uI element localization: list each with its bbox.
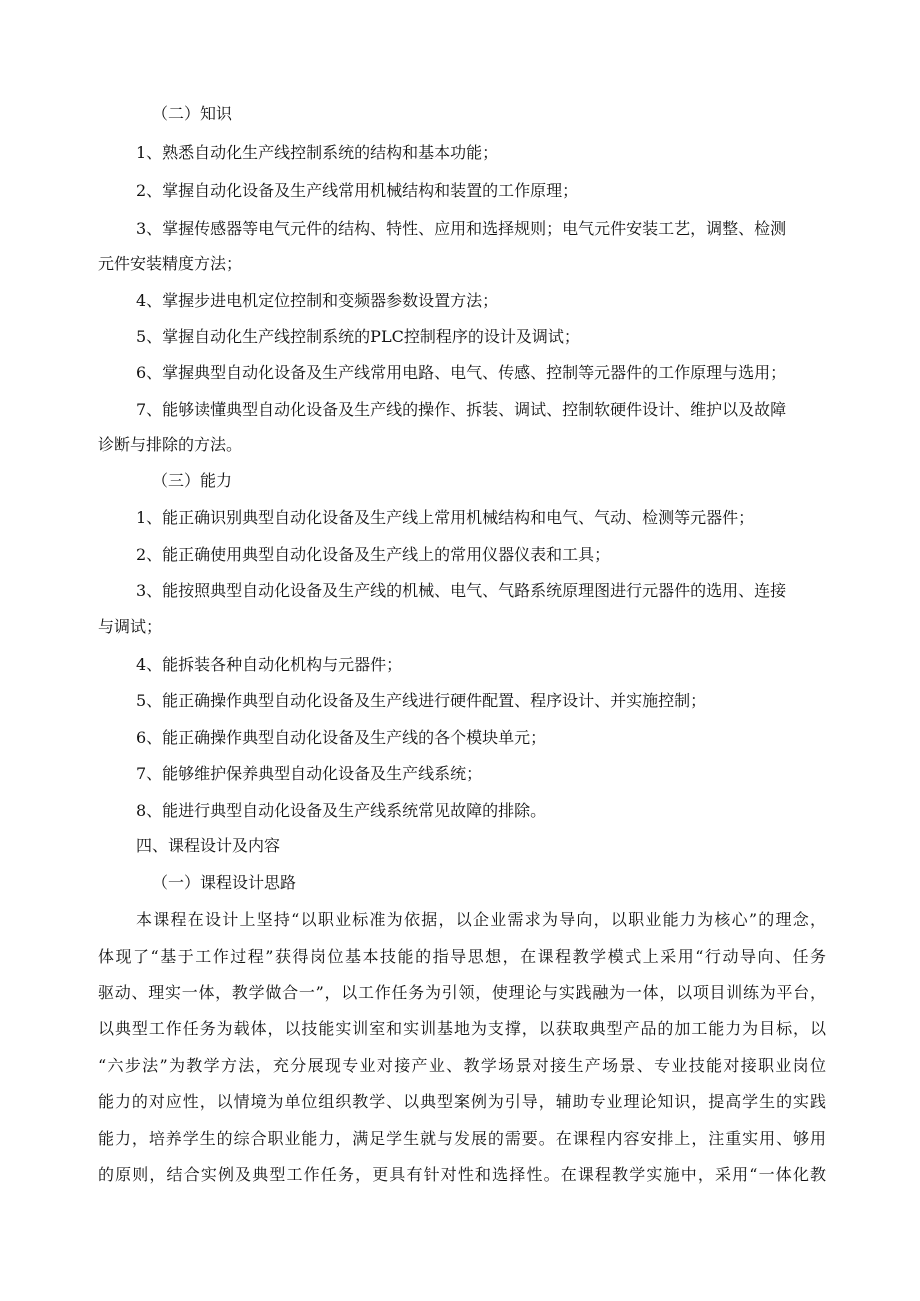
ability-item-8: 8、能进行典型自动化设备及生产线系统常见故障的排除。: [136, 801, 547, 820]
paragraph-line-3: 驱动、理实一体，教学做合一”，以工作任务为引领，使理论与实践融为一体，以项目训练为平台，: [98, 983, 826, 1002]
knowledge-item-3-cont: 元件安装精度方法；: [98, 254, 243, 273]
ability-item-4: 4、能拆装各种自动化机构与元器件；: [136, 655, 403, 674]
ability-heading: （三）能力: [152, 471, 233, 490]
knowledge-item-6: 6、掌握典型自动化设备及生产线常用电路、电气、传感、控制等元器件的工作原理与选用；: [136, 363, 787, 382]
paragraph-line-7: 能力，培养学生的综合职业能力，满足学生就与发展的需要。在课程内容安排上，注重实用、够用: [98, 1129, 826, 1148]
knowledge-item-5: 5、掌握自动化生产线控制系统的PLC控制程序的设计及调试；: [136, 327, 580, 346]
paragraph-line-6: 能力的对应性，以情境为单位组织教学、以典型案例为引导，辅助专业理论知识，提高学生的实践: [98, 1092, 826, 1111]
ability-item-3: 3、能按照典型自动化设备及生产线的机械、电气、气路系统原理图进行元器件的选用、连接: [136, 581, 787, 600]
ability-item-2: 2、能正确使用典型自动化设备及生产线上的常用仪器仪表和工具；: [136, 545, 611, 564]
paragraph-line-1: 本课程在设计上坚持“以职业标准为依据，以企业需求为导向，以职业能力为核心”的理念，: [136, 910, 826, 929]
ability-item-6: 6、能正确操作典型自动化设备及生产线的各个模块单元；: [136, 728, 547, 747]
ability-item-3-cont: 与调试；: [98, 617, 163, 636]
section-4-sub-heading: （一）课程设计思路: [152, 873, 297, 892]
paragraph-line-8: 的原则，结合实例及典型工作任务，更具有针对性和选择性。在课程教学实施中，采用“一体化教: [98, 1165, 826, 1184]
paragraph-line-2: 体现了“基于工作过程”获得岗位基本技能的指导思想，在课程教学模式上采用“行动导向、任务: [98, 947, 826, 966]
knowledge-item-7-cont: 诊断与排除的方法。: [98, 435, 243, 454]
section-4-heading: 四、课程设计及内容: [136, 836, 281, 855]
ability-item-7: 7、能够维护保养典型自动化设备及生产线系统；: [136, 764, 483, 783]
knowledge-item-3: 3、掌握传感器等电气元件的结构、特性、应用和选择规则；电气元件安装工艺，调整、检测: [136, 219, 787, 238]
ability-item-1: 1、能正确识别典型自动化设备及生产线上常用机械结构和电气、气动、检测等元器件；: [136, 508, 755, 527]
knowledge-heading: （二）知识: [152, 104, 233, 123]
knowledge-item-7: 7、能够读懂典型自动化设备及生产线的操作、拆装、调试、控制软硬件设计、维护以及故障: [136, 400, 787, 419]
knowledge-item-2: 2、掌握自动化设备及生产线常用机械结构和装置的工作原理；: [136, 181, 579, 200]
ability-item-5: 5、能正确操作典型自动化设备及生产线进行硬件配置、程序设计、并实施控制；: [136, 691, 707, 710]
knowledge-item-1: 1、熟悉自动化生产线控制系统的结构和基本功能；: [136, 143, 499, 162]
paragraph-line-4: 以典型工作任务为载体，以技能实训室和实训基地为支撑，以获取典型产品的加工能力为目标，以: [98, 1019, 826, 1038]
knowledge-item-4: 4、掌握步进电机定位控制和变频器参数设置方法；: [136, 291, 499, 310]
paragraph-line-5: “六步法”为教学方法，充分展现专业对接产业、教学场景对接生产场景、专业技能对接职业岗位: [98, 1056, 826, 1075]
